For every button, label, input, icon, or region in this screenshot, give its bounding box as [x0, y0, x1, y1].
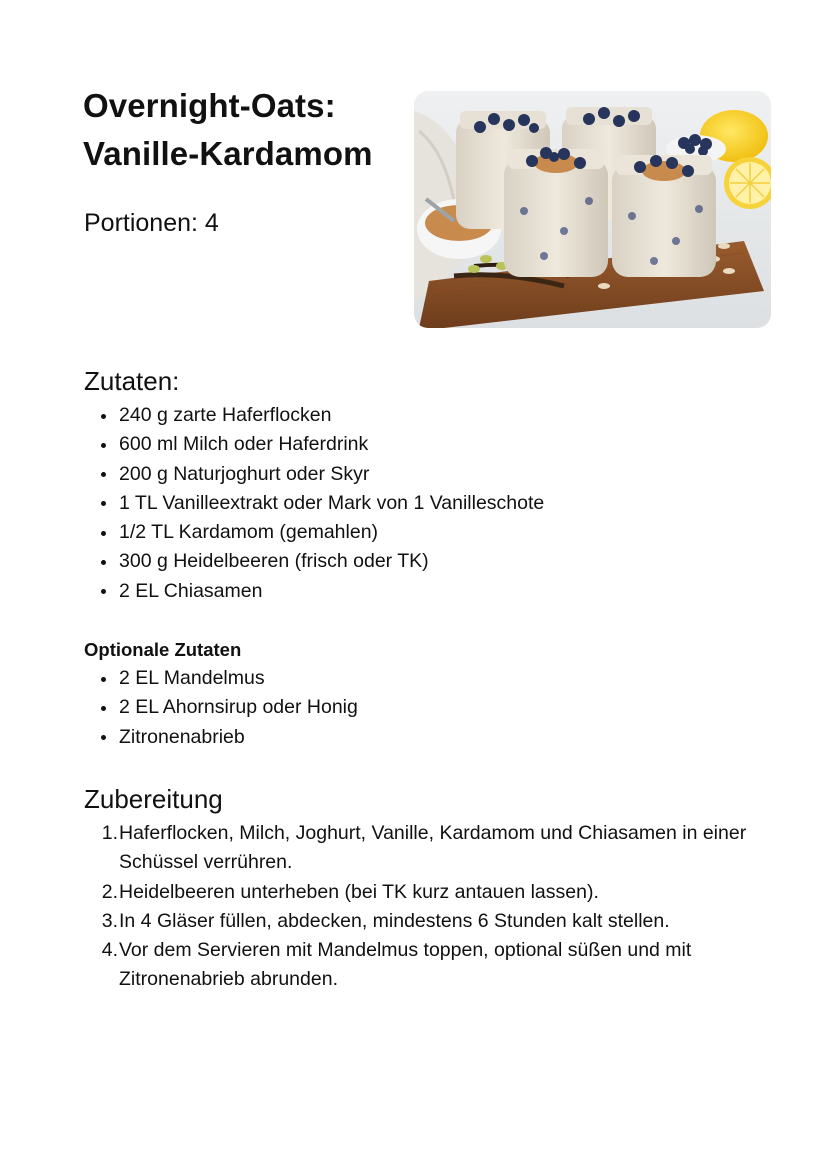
step-number: 1. [101, 822, 118, 844]
list-item: Zitronenabrieb [84, 723, 358, 752]
step-item [84, 878, 764, 907]
optional-heading: Optionale Zutaten [84, 639, 242, 660]
step-item [84, 819, 764, 878]
step-item [84, 907, 764, 936]
preparation-steps [84, 819, 764, 995]
step-text: In 4 Gläser füllen, abdecken, mindestens 6 Stunden kalt stellen. [119, 909, 670, 932]
step-number: 4. [101, 939, 118, 962]
list-item: 1 TL Vanilleextrakt oder Mark von 1 Vanilleschote [84, 489, 544, 518]
title-line-2: Vanille-Kardamom [83, 135, 373, 172]
step-text: Haferflocken, Milch, Joghurt, Vanille, Kardamom und Chiasamen in einer Schüssel verrühren. [119, 822, 747, 874]
recipe-photo [414, 91, 771, 328]
list-item: 300 g Heidelbeeren (frisch oder TK) [84, 547, 544, 576]
servings-label: Portionen: 4 [84, 209, 219, 237]
optional-ingredients-list [84, 664, 358, 752]
list-item: 2 EL Chiasamen [84, 577, 544, 606]
ingredients-list [84, 401, 544, 606]
step-text: Heidelbeeren unterheben (bei TK kurz antauen lassen). [119, 880, 599, 903]
preparation-heading: Zubereitung [84, 784, 223, 814]
oats-jars-photo-illustration [414, 91, 771, 328]
ingredients-heading: Zutaten: [84, 366, 180, 396]
step-text: Vor dem Servieren mit Mandelmus toppen, optional süßen und mit Zitronenabrieb abrunden. [119, 939, 692, 991]
title-line-1: Overnight-Oats: [83, 87, 336, 124]
step-item [84, 936, 764, 995]
recipe-title [83, 82, 373, 178]
list-item: 600 ml Milch oder Haferdrink [84, 430, 544, 459]
step-number: 2. [101, 880, 118, 903]
list-item: 200 g Naturjoghurt oder Skyr [84, 460, 544, 489]
list-item: 2 EL Mandelmus [84, 664, 358, 693]
step-number: 3. [101, 909, 118, 932]
list-item: 1/2 TL Kardamom (gemahlen) [84, 518, 544, 547]
list-item: 240 g zarte Haferflocken [84, 401, 544, 430]
list-item: 2 EL Ahornsirup oder Honig [84, 693, 358, 722]
